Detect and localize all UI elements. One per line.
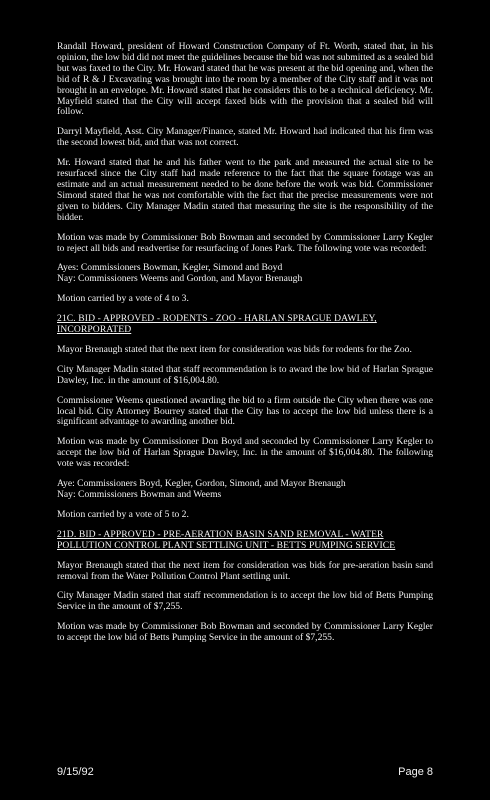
paragraph-sand-removal-intro: Mayor Brenaugh stated that the next item for consideration was bids for pre-aeration basin sand removal from the Water Pollution Control Plant settling unit. — [57, 559, 433, 582]
footer-page-number: Page 8 — [398, 766, 433, 778]
document-page — [57, 42, 433, 653]
paragraph-measurement: Mr. Howard stated that he and his father went to the park and measured the actual site to be resurfaced since the City staff had made reference to the fact that the square footage was an estimate and an actual measurement needed to be done before the work was bid. Commissioner Simond stated that he was not comfortable with the fact that the precise measurements were not given to bidders. City Manager Madin stated that measuring the site is the responsibility of the bidder. — [57, 157, 433, 223]
section-heading-21c: 21C. BID - APPROVED - RODENTS - ZOO - HARLAN SPRAGUE DAWLEY, INCORPORATED — [57, 313, 377, 336]
vote-record-1 — [57, 263, 433, 285]
paragraph-motion-rodents: Motion was made by Commissioner Don Boyd and seconded by Commissioner Larry Kegler to accept the low bid of Harlan Sprague Dawley, Inc. in the amount of $16,004.80. The following vote was recorded: — [57, 436, 433, 470]
vote-ayes: Aye: Commissioners Boyd, Kegler, Gordon, Simond, and Mayor Brenaugh — [57, 478, 346, 490]
paragraph-motion-sand-removal: Motion was made by Commissioner Bob Bowman and seconded by Commissioner Larry Kegler to accept the low bid of Betts Pumping Service in the amount of $7,255. — [57, 621, 433, 644]
paragraph-howard-statement: Randall Howard, president of Howard Construction Company of Ft. Worth, stated that, in his opinion, the low bid did not meet the guidelines because the bid was not submitted as a sealed bid but was faxed to the City. Mr. Howard stated that he was present at the bid opening and, when the bid of R & J Excavating was brought into the room by a member of the City staff and it was not brought in an envelope. Mr. Howard stated that he considers this to be a technical deficiency. Mr. Mayfield stated that the City will accept faxed bids with the provision that a sealed bid will follow. — [57, 41, 433, 118]
paragraph-mayfield-statement: Darryl Mayfield, Asst. City Manager/Finance, stated Mr. Howard had indicated that his firm was the second lowest bid, and that was not correct. — [57, 126, 433, 149]
vote-nays: Nay: Commissioners Bowman and Weems — [57, 489, 222, 500]
vote-ayes: Ayes: Commissioners Bowman, Kegler, Simond and Boyd — [57, 262, 283, 274]
paragraph-motion-reject: Motion was made by Commissioner Bob Bowman and seconded by Commissioner Larry Kegler to reject all bids and readvertise for resurfacing of Jones Park. The following vote was recorded: — [57, 231, 433, 254]
paragraph-weems-question: Commissioner Weems questioned awarding the bid to a firm outside the City when there was one local bid. City Attorney Bourrey stated that the City has to accept the low bid unless there is a significant advantage to awarding another bid. — [57, 394, 433, 428]
paragraph-rodents-recommendation: City Manager Madin stated that staff recommendation is to award the low bid of Harlan Sprague Dawley, Inc. in the amount of $16,004.80. — [57, 363, 433, 386]
vote-nays: Nay: Commissioners Weems and Gordon, and Mayor Brenaugh — [57, 273, 303, 285]
section-heading-21d: 21D. BID - APPROVED - PRE-AERATION BASIN SAND REMOVAL - WATER POLLUTION CONTROL PLANT SETTLING UNIT - BETTS PUMPING SERVICE — [57, 528, 396, 551]
vote-record-2 — [57, 479, 433, 501]
motion-result: Motion carried by a vote of 4 to 3. — [57, 293, 189, 305]
footer-date: 9/15/92 — [57, 766, 94, 778]
paragraph-sand-removal-recommendation: City Manager Madin stated that staff recommendation is to accept the low bid of Betts Pumping Service in the amount of $7,255. — [57, 590, 433, 613]
paragraph-rodents-intro: Mayor Brenaugh stated that the next item for consideration was bids for rodents for the Zoo. — [57, 343, 412, 355]
motion-result: Motion carried by a vote of 5 to 2. — [57, 508, 189, 520]
